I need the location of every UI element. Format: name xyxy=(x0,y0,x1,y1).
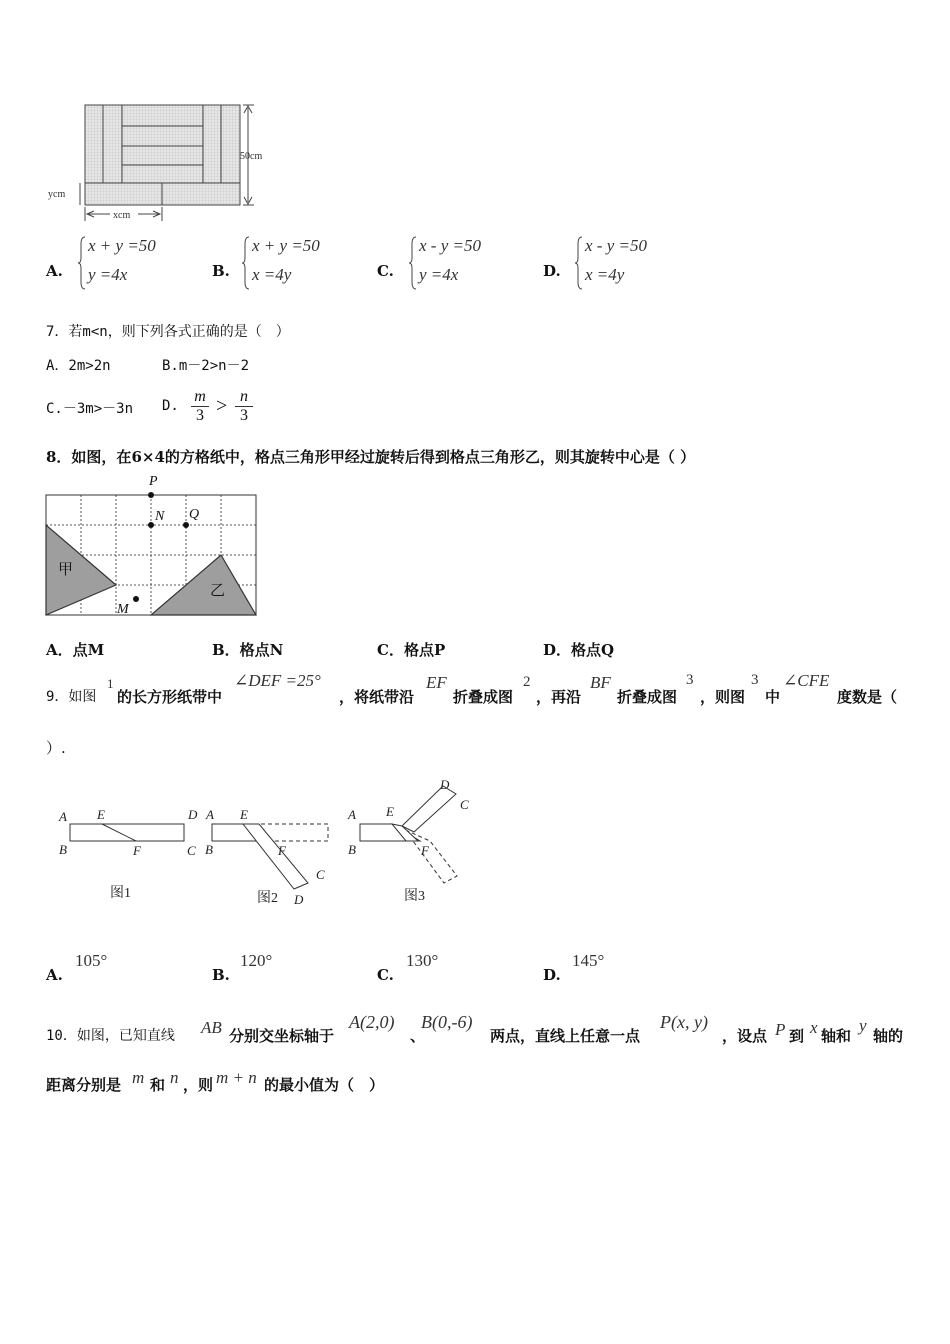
brace-icon xyxy=(78,236,86,290)
svg-text:图2: 图2 xyxy=(257,891,278,906)
q6-c-eq2: y =4x xyxy=(419,265,459,284)
q10-line2-a: 距离分别是 xyxy=(46,1076,122,1094)
q10-part7: 轴的 xyxy=(873,1027,904,1045)
q9-part8: 中 xyxy=(765,688,781,706)
svg-text:图1: 图1 xyxy=(110,886,131,901)
q10-line2-b: 和 xyxy=(150,1076,166,1094)
brace-icon xyxy=(575,236,583,290)
q10-point-b: B(0,-6) xyxy=(421,1012,473,1032)
x-label: xcm xyxy=(113,210,131,221)
q10-m: m xyxy=(132,1068,145,1087)
q6-c-eq1: x - y =50 xyxy=(419,236,481,255)
q9-part1: 9．如图 xyxy=(46,689,97,705)
svg-text:E: E xyxy=(97,807,105,822)
q10-n: n xyxy=(170,1068,179,1087)
q9-option-a-letter: A. xyxy=(46,966,63,984)
q9-option-a-value: 105° xyxy=(75,951,108,970)
q8-stem: 8．如图，在6×4的方格纸中，格点三角形甲经过旋转后得到格点三角形乙，则其旋转中心是（ ） xyxy=(46,448,696,466)
svg-text:A: A xyxy=(59,809,67,824)
y-label: ycm xyxy=(48,189,66,200)
label-p: P xyxy=(149,474,158,489)
svg-text:C: C xyxy=(316,867,325,882)
q9-ef: EF xyxy=(426,673,447,692)
q7-option-b: B.m－2>n－2 xyxy=(162,358,250,374)
svg-text:B: B xyxy=(59,842,67,857)
q10-point-a: A(2,0) xyxy=(349,1012,395,1032)
q9-part3: ，将纸带沿 xyxy=(339,688,415,706)
svg-text:F: F xyxy=(278,843,286,858)
q10-part1: 10．如图，已知直线 xyxy=(46,1028,175,1044)
q9-part5: ，再沿 xyxy=(536,688,582,706)
svg-text:C: C xyxy=(460,797,469,812)
q10-separator: 、 xyxy=(410,1027,426,1045)
svg-text:图3: 图3 xyxy=(404,889,425,904)
q9-angle-def: ∠DEF =25° xyxy=(234,671,321,690)
q9-fig-1: 1 xyxy=(107,676,114,691)
label-yi: 乙 xyxy=(210,583,226,599)
q9-option-b-letter: B. xyxy=(212,966,230,984)
q10-line2-c: ，则 xyxy=(183,1076,214,1094)
q10-point-p: P(x, y) xyxy=(660,1012,708,1032)
q10-line2-d: 的最小值为（ ） xyxy=(264,1076,385,1094)
q10-x: x xyxy=(810,1018,818,1037)
point-q xyxy=(183,522,189,528)
label-q: Q xyxy=(189,507,200,522)
svg-text:A: A xyxy=(206,807,214,822)
q6-d-eq1: x - y =50 xyxy=(585,236,647,255)
q6-a-eq1: x + y =50 xyxy=(88,236,156,255)
q8-option-c: C．格点P xyxy=(377,641,446,659)
q10-part6: 轴和 xyxy=(821,1027,852,1045)
q10-p: P xyxy=(775,1020,786,1039)
svg-text:D: D xyxy=(294,892,304,907)
q9-option-d-letter: D. xyxy=(543,966,561,984)
label-n: N xyxy=(155,509,165,524)
q7-option-c: C.－3m>－3n xyxy=(46,401,134,417)
q9-option-d-value: 145° xyxy=(572,951,605,970)
q10-y: y xyxy=(859,1016,867,1035)
q9-fig-2: 2 xyxy=(523,674,531,690)
point-p xyxy=(148,492,154,498)
q10-part2: 分别交坐标轴于 xyxy=(229,1027,335,1045)
q9-line2: ）. xyxy=(46,739,66,757)
q10-part3: 两点，直线上任意一点 xyxy=(490,1027,641,1045)
point-n xyxy=(148,522,154,528)
point-m xyxy=(133,596,139,602)
brace-icon xyxy=(409,236,417,290)
q7-option-a: A．2m>2n xyxy=(46,358,111,374)
q9-bf: BF xyxy=(590,673,611,692)
q7-fraction-right: n 3 xyxy=(235,388,253,425)
q6-option-d-letter: D. xyxy=(543,262,561,280)
q6-figure xyxy=(40,95,280,230)
q7-fraction-left: m 3 xyxy=(191,388,209,425)
brace-icon xyxy=(242,236,250,290)
q9-fig-3: 3 xyxy=(686,672,694,688)
height-label: 50cm xyxy=(240,151,263,162)
svg-text:B: B xyxy=(348,842,356,857)
q6-option-a-letter: A. xyxy=(46,262,63,280)
q9-option-c-letter: C. xyxy=(377,966,394,984)
q7-greater-sign: > xyxy=(216,395,228,417)
q6-option-b-letter: B. xyxy=(212,262,230,280)
q6-a-eq2: y =4x xyxy=(88,265,128,284)
q10-ab: AB xyxy=(201,1018,222,1037)
svg-text:F: F xyxy=(421,843,429,858)
svg-text:B: B xyxy=(205,842,213,857)
q8-option-b: B．格点N xyxy=(212,641,284,659)
label-m: M xyxy=(117,602,129,617)
q9-part9: 度数是（ xyxy=(837,688,898,706)
q9-angle-cfe: ∠CFE xyxy=(783,671,830,690)
svg-text:D: D xyxy=(440,777,450,792)
svg-text:E: E xyxy=(386,804,394,819)
svg-text:D: D xyxy=(188,807,198,822)
q9-part6: 折叠成图 xyxy=(617,688,678,706)
q10-part5: 到 xyxy=(789,1027,805,1045)
q9-fig-3b: 3 xyxy=(751,672,759,688)
q6-d-eq2: x =4y xyxy=(585,265,625,284)
q9-figures xyxy=(40,772,480,912)
svg-text:F: F xyxy=(133,843,141,858)
label-jia: 甲 xyxy=(58,562,74,578)
q8-option-d: D．格点Q xyxy=(543,641,615,659)
q6-b-eq1: x + y =50 xyxy=(252,236,320,255)
q9-part2: 的长方形纸带中 xyxy=(117,688,223,706)
q10-m-plus-n: m + n xyxy=(216,1068,257,1087)
q6-option-c-letter: C. xyxy=(377,262,394,280)
q7-option-d: D. xyxy=(162,398,179,414)
svg-text:E: E xyxy=(240,807,248,822)
q9-option-b-value: 120° xyxy=(240,951,273,970)
svg-text:C: C xyxy=(187,843,196,858)
q9-part4: 折叠成图 xyxy=(453,688,514,706)
q7-stem: 7．若m<n，则下列各式正确的是（ ） xyxy=(46,324,290,340)
q10-part4: ，设点 xyxy=(722,1027,768,1045)
svg-text:A: A xyxy=(348,807,356,822)
triangle-jia xyxy=(46,525,116,615)
q8-option-a: A．点M xyxy=(46,641,105,659)
q9-part7: ，则图 xyxy=(700,688,746,706)
q8-grid-figure xyxy=(40,470,265,622)
q6-b-eq2: x =4y xyxy=(252,265,292,284)
q9-option-c-value: 130° xyxy=(406,951,439,970)
